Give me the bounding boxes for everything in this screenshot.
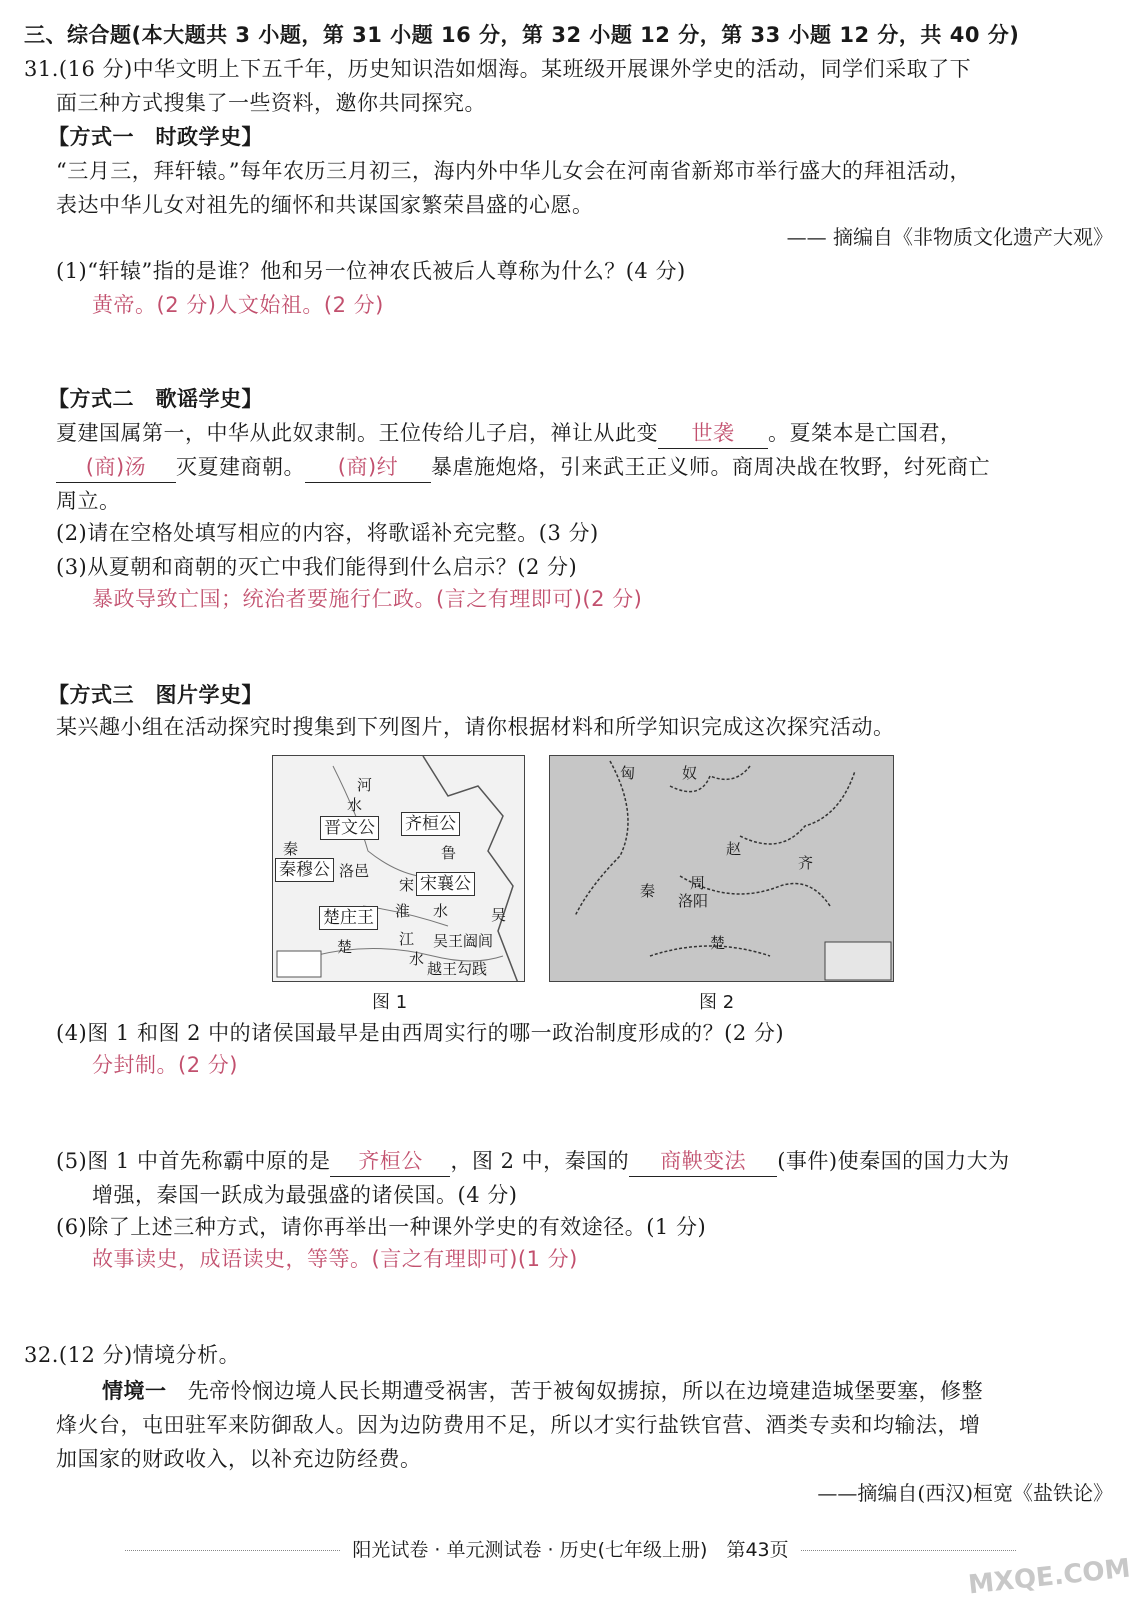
- watermark: MXQE.COM: [967, 1553, 1133, 1600]
- fig1-word-wu-wang: 吴王阖闾: [433, 932, 494, 950]
- fig2-word-zhou: 周: [690, 874, 706, 892]
- fig1-word-wu: 吴: [491, 906, 507, 924]
- fig1-word-shui: 水: [347, 796, 363, 814]
- question-1: (1)“轩辕”指的是谁？他和另一位神农氏被后人尊称为什么？(4 分): [56, 259, 686, 283]
- way1-source: —— 摘编自《非物质文化遗产大观》: [786, 225, 1113, 249]
- question-6: (6)除了上述三种方式，请你再举出一种课外学史的有效途径。(1 分): [56, 1215, 707, 1239]
- question-4: (4)图 1 和图 2 中的诸侯国最早是由西周实行的哪一政治制度形成的？(2 分): [56, 1021, 785, 1045]
- blank-1[interactable]: 世袭: [658, 418, 768, 449]
- footer-dash-right: [801, 1550, 1016, 1551]
- fig2-word-xiong: 匈: [620, 764, 636, 782]
- fig2-word-chu: 楚: [710, 934, 726, 952]
- footer-dash-left: [125, 1550, 340, 1551]
- ballad-line1-part1: 夏建国属第一，中华从此奴隶制。王位传给儿子启，禅让从此变: [56, 421, 658, 445]
- question-3: (3)从夏朝和商朝的灭亡中我们能得到什么启示？(2 分): [56, 555, 578, 579]
- fig1-word-he: 河: [357, 776, 373, 794]
- section-header: 三、综合题(本大题共 3 小题，第 31 小题 16 分，第 32 小题 12 分，第 33 小题 12 分，共 40 分): [24, 23, 1020, 47]
- fig1-word-luoyi: 洛邑: [339, 862, 370, 880]
- blank-3[interactable]: (商)纣: [305, 452, 431, 483]
- q32-source: ——摘编自(西汉)桓宽《盐铁论》: [817, 1481, 1113, 1505]
- fig1-word-song: 宋: [399, 876, 415, 894]
- fig1-label-song-xiang-gong: 宋襄公: [416, 872, 475, 896]
- fig1-label-jin-wen-gong: 晋文公: [320, 816, 379, 840]
- fig2-word-zhao: 赵: [726, 840, 742, 858]
- way1-text-line1: “三月三，拜轩辕。”每年农历三月初三，海内外中华儿女会在河南省新郑市举行盛大的拜祖活动，: [56, 159, 971, 183]
- fig1-word-qin: 秦: [283, 840, 299, 858]
- way3-title: 【方式三 图片学史】: [48, 683, 263, 707]
- question-2: (2)请在空格处填写相应的内容，将歌谣补充完整。(3 分): [56, 521, 599, 545]
- ballad-line2-part1: 灭夏建商朝。: [176, 455, 305, 479]
- scenario-label: 情境一: [102, 1379, 167, 1403]
- way2-title: 【方式二 歌谣学史】: [48, 387, 263, 411]
- figure-2-caption: 图 2: [699, 992, 735, 1013]
- ballad-line2: [56, 452, 990, 483]
- fig2-word-nu: 奴: [682, 764, 698, 782]
- q32-title: 32.(12 分)情境分析。: [24, 1343, 241, 1367]
- blank-5b[interactable]: 商鞅变法: [629, 1146, 777, 1177]
- fig2-word-qin: 秦: [640, 882, 656, 900]
- fig1-word-huai-shui: 水: [433, 902, 449, 920]
- fig1-label-qi-huan-gong: 齐桓公: [401, 812, 460, 836]
- q5-part1: (5)图 1 中首先称霸中原的是: [56, 1149, 331, 1173]
- blank-5a[interactable]: 齐桓公: [330, 1146, 450, 1177]
- fig1-word-lu: 鲁: [441, 844, 457, 862]
- ballad-line1-part2: 。夏桀本是亡国君，: [768, 421, 962, 445]
- way1-title: 【方式一 时政学史】: [48, 125, 263, 149]
- fig1-label-chu-zhuang-wang: 楚庄王: [319, 906, 378, 930]
- page-footer: [0, 1535, 1141, 1562]
- q5-part3: (事件)使秦国的国力大为: [777, 1149, 1010, 1173]
- fig1-label-qin-mu-gong: 秦穆公: [275, 858, 334, 882]
- footer-text: 阳光试卷 · 单元测试卷 · 历史(七年级上册) 第43页: [352, 1539, 789, 1561]
- blank-2[interactable]: (商)汤: [56, 452, 176, 483]
- fig1-word-huai: 淮: [395, 902, 411, 920]
- ballad-line3: 周立。: [56, 489, 121, 513]
- scenario-text-line1: 先帝怜悯边境人民长期遭受祸害，苦于被匈奴掳掠，所以在边境建造城堡要塞，修整: [187, 1379, 984, 1403]
- figure-2-map: [549, 755, 894, 982]
- figure-1-caption: 图 1: [372, 992, 408, 1013]
- q32-scenario-line2: 烽火台，屯田驻军来防御敌人。因为边防费用不足，所以才实行盐铁官营、酒类专卖和均输法，增: [56, 1413, 981, 1437]
- answer-3: 暴政导致亡国；统治者要施行仁政。(言之有理即可)(2 分): [92, 587, 643, 611]
- fig2-word-luoyang: 洛阳: [678, 892, 709, 910]
- fig1-word-yue-wang: 越王勾践: [427, 960, 488, 978]
- q31-intro-line1: 31.(16 分)中华文明上下五千年，历史知识浩如烟海。某班级开展课外学史的活动，同学们采取了下: [24, 57, 972, 81]
- answer-4: 分封制。(2 分): [92, 1053, 238, 1077]
- q31-intro-line2: 面三种方式搜集了一些资料，邀你共同探究。: [56, 91, 486, 115]
- q32-scenario-line3: 加国家的财政收入，以补充边防经费。: [56, 1447, 422, 1471]
- fig1-word-chu: 楚: [337, 938, 353, 956]
- answer-1: 黄帝。(2 分)人文始祖。(2 分): [92, 293, 384, 317]
- way3-text: 某兴趣小组在活动探究时搜集到下列图片，请你根据材料和所学知识完成这次探究活动。: [56, 715, 895, 739]
- way1-text-line2: 表达中华儿女对祖先的缅怀和共谋国家繁荣昌盛的心愿。: [56, 193, 594, 217]
- ballad-line1: [56, 418, 962, 449]
- question-5-line1: [56, 1146, 1010, 1177]
- fig2-word-qi: 齐: [798, 854, 814, 872]
- q5-part2: ，图 2 中，秦国的: [450, 1149, 630, 1173]
- fig1-word-jiang: 江: [399, 930, 415, 948]
- ballad-line2-part2: 暴虐施炮烙，引来武王正义师。商周决战在牧野，纣死商亡: [431, 455, 990, 479]
- question-5-line2: 增强，秦国一跃成为最强盛的诸侯国。(4 分): [92, 1183, 518, 1207]
- answer-6: 故事读史，成语读史，等等。(言之有理即可)(1 分): [92, 1247, 578, 1271]
- figure-1-map: [272, 755, 525, 982]
- q32-scenario-line1: [102, 1376, 983, 1406]
- fig1-word-jiang-shui: 水: [409, 950, 425, 968]
